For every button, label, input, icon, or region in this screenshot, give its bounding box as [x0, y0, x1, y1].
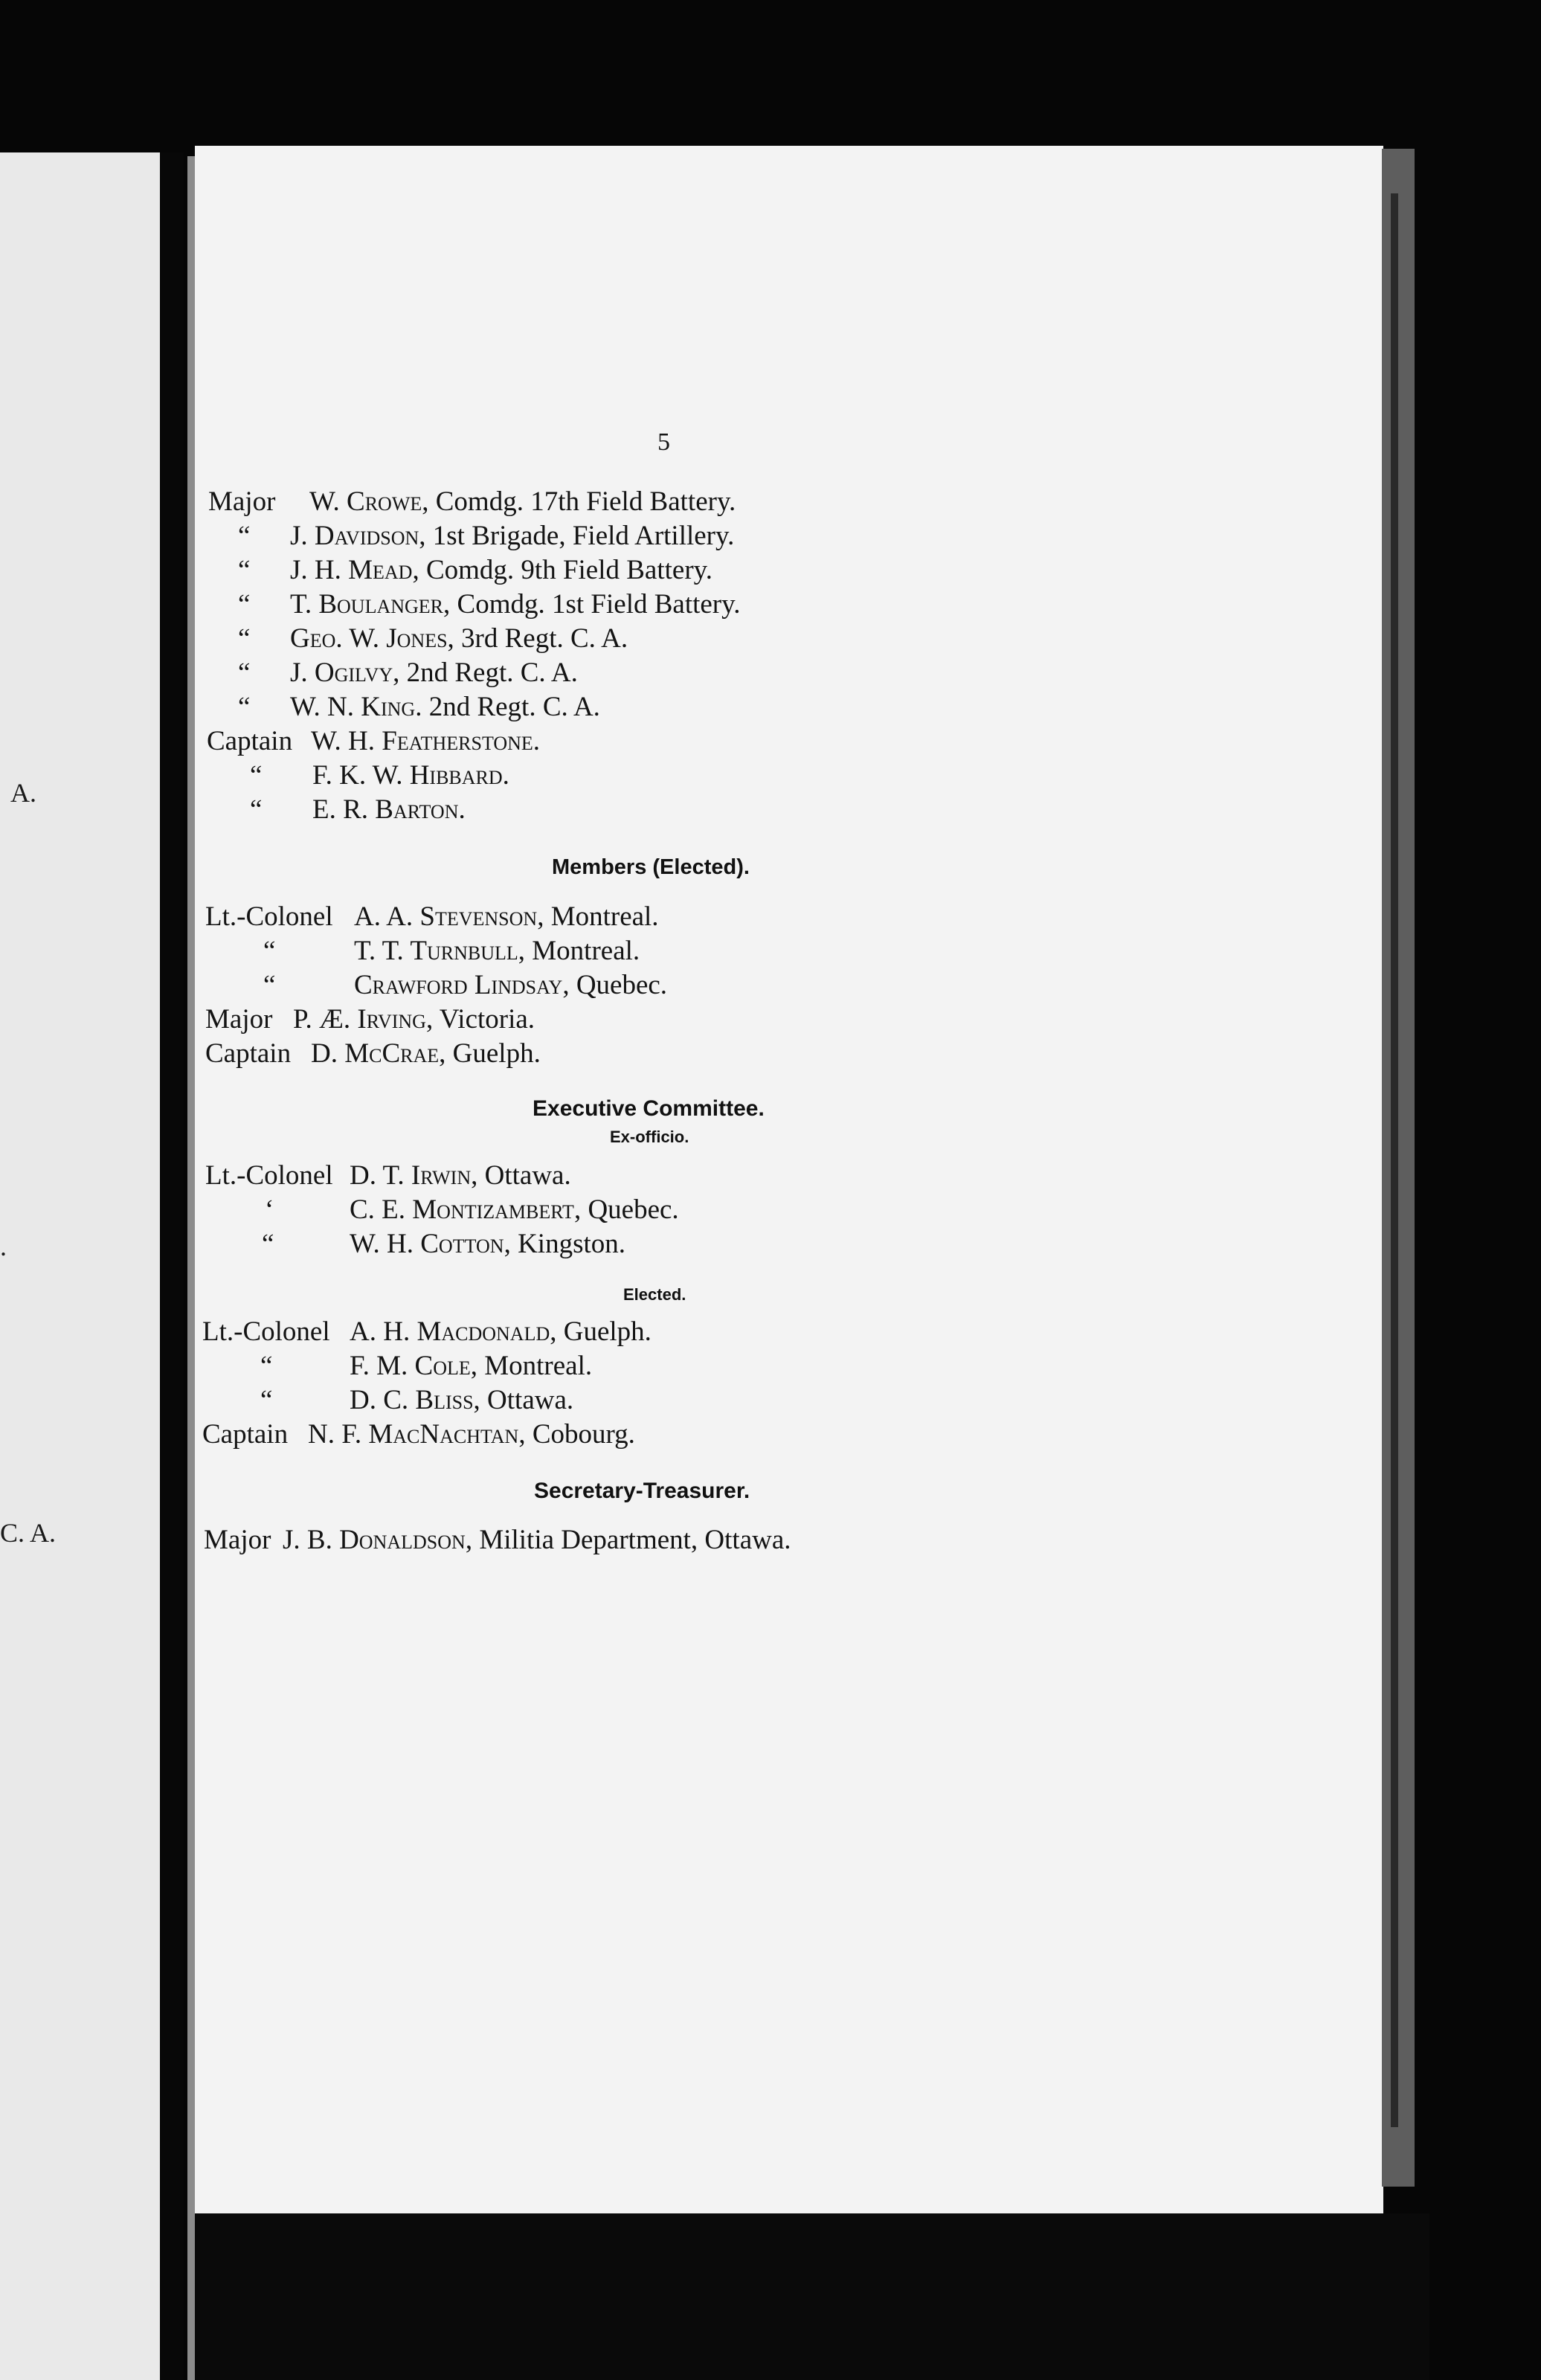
- committee-detail: , Ottawa.: [473, 1385, 574, 1415]
- ditto-mark: ‘: [265, 1194, 274, 1225]
- member-name: A. A. Stevenson: [354, 901, 538, 932]
- committee-name: D. C. Bliss: [350, 1385, 474, 1415]
- ditto-mark: “: [263, 970, 276, 1000]
- rank-label: Captain: [207, 726, 293, 756]
- committee-detail: , Quebec.: [573, 1194, 679, 1225]
- secretary-entry: [283, 1526, 791, 1554]
- committee-detail: , Guelph.: [550, 1316, 652, 1347]
- officer-detail: .: [502, 760, 509, 791]
- rank-label: Captain: [205, 1038, 292, 1069]
- ditto-mark: “: [250, 794, 263, 825]
- rank-label: Lt.-Colonel: [202, 1316, 330, 1347]
- officer-name: Geo. W. Jones: [290, 623, 448, 654]
- member-name: T. T. Turnbull: [354, 936, 518, 966]
- committee-detail: , Ottawa.: [471, 1160, 571, 1191]
- ditto-mark: “: [260, 1385, 273, 1415]
- rank-label: Major: [208, 486, 276, 517]
- officer-name: J. Davidson: [290, 521, 419, 551]
- officer-detail: , Comdg. 17th Field Battery.: [422, 486, 736, 517]
- committee-detail: , Cobourg.: [518, 1419, 635, 1450]
- ditto-mark: “: [263, 936, 276, 966]
- committee-detail: , Montreal.: [470, 1351, 593, 1381]
- officer-detail: , Comdg. 1st Field Battery.: [443, 589, 741, 620]
- rank-label: Lt.-Colonel: [205, 901, 333, 932]
- officer-detail: , 2nd Regt. C. A.: [393, 657, 578, 688]
- ditto-mark: “: [238, 521, 251, 551]
- member-name: Crawford Lindsay: [354, 970, 563, 1000]
- subheading-elected: Elected.: [623, 1285, 686, 1304]
- ditto-mark: “: [238, 692, 251, 722]
- officer-entry: [311, 727, 540, 755]
- committee-name: N. F. MacNachtan: [308, 1419, 519, 1450]
- committee-detail: , Kingston.: [504, 1229, 625, 1259]
- member-detail: , Montreal.: [518, 936, 640, 966]
- officer-name: E. R. Barton: [312, 794, 459, 825]
- officer-detail: .: [458, 794, 466, 825]
- committee-entry: [350, 1386, 573, 1414]
- committee-name: F. M. Cole: [350, 1351, 471, 1381]
- subheading-ex-officio: Ex-officio.: [610, 1128, 689, 1146]
- officer-name: T. Boulanger: [290, 589, 444, 620]
- secretary-detail: , Militia Department, Ottawa.: [465, 1525, 791, 1555]
- officer-name: W. Crowe: [309, 486, 422, 517]
- member-name: D. McCrae: [311, 1038, 440, 1069]
- page-edge-shadow: [1391, 193, 1398, 2127]
- member-detail: , Quebec.: [562, 970, 668, 1000]
- committee-entry: [308, 1421, 635, 1448]
- officer-name: W. H. Featherstone: [311, 726, 533, 756]
- member-entry: [354, 903, 659, 930]
- ditto-mark: “: [250, 760, 263, 791]
- left-page-edge: [0, 152, 160, 2380]
- officer-detail: .: [533, 726, 541, 756]
- officer-entry: [309, 488, 736, 515]
- officer-entry: [312, 796, 466, 823]
- officer-name: J. H. Mead: [290, 555, 413, 585]
- committee-entry: [350, 1352, 592, 1380]
- secretary-name: J. B. Donaldson: [283, 1525, 466, 1555]
- section-heading-members-elected: Members (Elected).: [552, 855, 750, 879]
- rank-label: Lt.-Colonel: [205, 1160, 333, 1191]
- page-edge: [1382, 149, 1415, 2187]
- member-name: P. Æ. Irving: [293, 1004, 426, 1035]
- officer-entry: [290, 522, 734, 550]
- member-detail: , Guelph.: [439, 1038, 541, 1069]
- member-entry: [293, 1006, 535, 1033]
- officer-entry: [290, 693, 600, 721]
- left-page-fragment: .: [0, 1232, 7, 1261]
- officer-entry: [312, 762, 509, 789]
- officer-detail: , Comdg. 9th Field Battery.: [412, 555, 713, 585]
- section-heading-secretary-treasurer: Secretary-Treasurer.: [534, 1479, 750, 1503]
- ditto-mark: “: [238, 555, 251, 585]
- officer-entry: [290, 556, 712, 584]
- officer-name: W. N. King: [290, 692, 416, 722]
- section-heading-executive-committee: Executive Committee.: [533, 1096, 765, 1121]
- ditto-mark: “: [238, 589, 251, 620]
- officer-detail: , 3rd Regt. C. A.: [447, 623, 628, 654]
- committee-entry: [350, 1318, 652, 1345]
- committee-name: C. E. Montizambert: [350, 1194, 574, 1225]
- scan-background: [195, 2213, 1429, 2380]
- member-entry: [311, 1040, 541, 1067]
- committee-name: D. T. Irwin: [350, 1160, 472, 1191]
- officer-entry: [290, 659, 578, 686]
- gutter-shadow: [187, 156, 195, 2380]
- rank-label: Major: [204, 1525, 271, 1555]
- member-entry: [354, 937, 640, 965]
- officer-name: J. Ogilvy: [290, 657, 393, 688]
- rank-label: Captain: [202, 1419, 289, 1450]
- committee-entry: [350, 1196, 679, 1223]
- book-gutter: [160, 152, 184, 2380]
- ditto-mark: “: [262, 1229, 274, 1259]
- left-page-fragment: A.: [10, 778, 36, 808]
- committee-entry: [350, 1162, 571, 1189]
- member-detail: , Victoria.: [425, 1004, 535, 1035]
- officer-entry: [290, 591, 740, 618]
- member-entry: [354, 971, 667, 999]
- ditto-mark: “: [238, 657, 251, 688]
- member-detail: , Montreal.: [537, 901, 659, 932]
- left-page-fragment: C. A.: [0, 1518, 57, 1548]
- officer-detail: , 1st Brigade, Field Artillery.: [419, 521, 735, 551]
- committee-name: W. H. Cotton: [350, 1229, 504, 1259]
- officer-entry: [290, 625, 628, 652]
- page-number: 5: [657, 428, 670, 456]
- rank-label: Major: [205, 1004, 273, 1035]
- officer-detail: . 2nd Regt. C. A.: [415, 692, 600, 722]
- officer-name: F. K. W. Hibbard: [312, 760, 503, 791]
- committee-name: A. H. Macdonald: [350, 1316, 550, 1347]
- committee-entry: [350, 1230, 625, 1258]
- ditto-mark: “: [260, 1351, 273, 1381]
- ditto-mark: “: [238, 623, 251, 654]
